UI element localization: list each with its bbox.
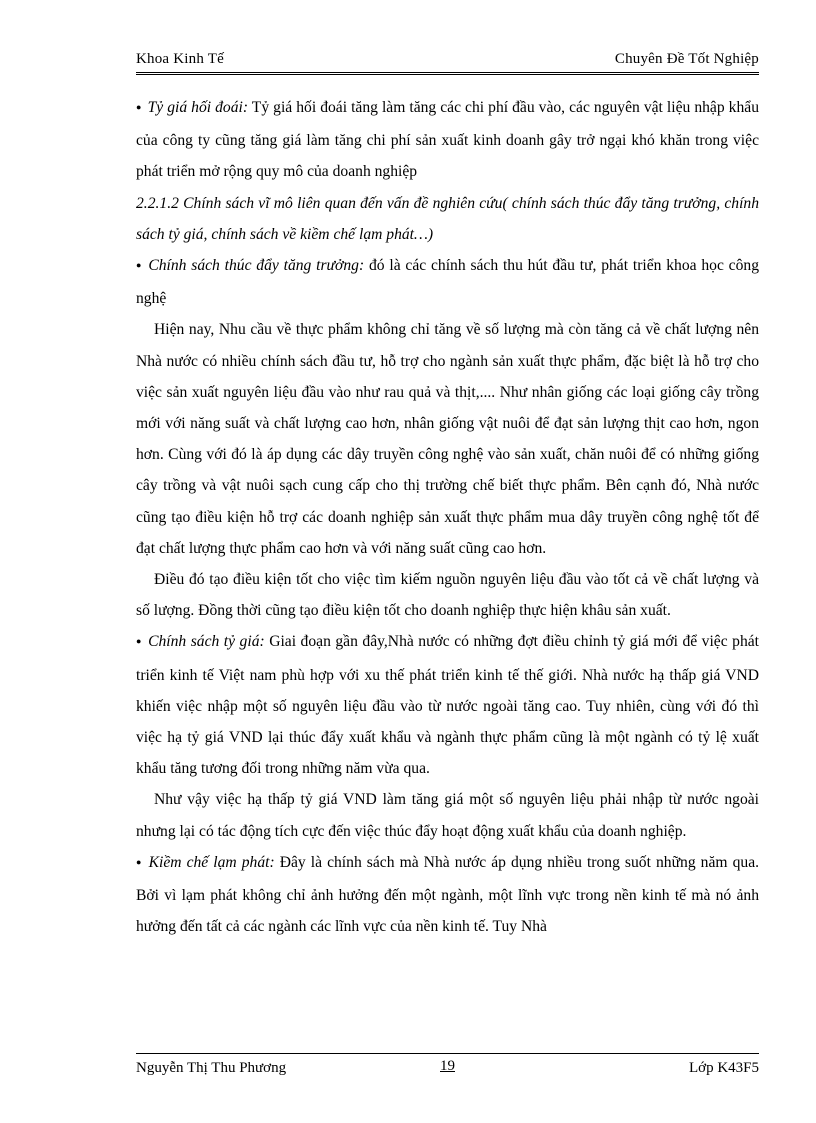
section-heading: 2.2.1.2 Chính sách vĩ mô liên quan đến vấn đề nghiên cứu( chính sách thúc đẩy tăng trưởng, chính sách tỷ giá, chính sách về kiềm chế lạm phát…) xyxy=(136,194,759,243)
text-growth-policy: đó là các chính sách thu hút đầu tư, phát triển khoa học công nghệ xyxy=(136,257,759,308)
footer-page-number xyxy=(136,1058,759,1075)
term-growth-policy: ● Chính sách thúc đẩy tăng trưởng: xyxy=(136,257,364,274)
text-exchange-rate: Tỷ giá hối đoái tăng làm tăng các chi phí đầu vào, các nguyên vật liệu nhập khẩu của công ty cũng tăng giá làm tăng chi phí sản xuất kinh doanh gây trở ngại khó khăn trong việc phát triển mở rộng quy mô của doanh nghiệp xyxy=(136,99,759,181)
paragraph-growth-policy xyxy=(136,250,759,314)
text-inflation: Đây là chính sách mà Nhà nước áp dụng nhiều trong suốt những năm qua. Bởi vì lạm phát không chỉ ảnh hưởng đến một ngành, một lĩnh vực trong nền kinh tế mà nó ảnh hưởng đến tất cả các ngành các lĩnh vực của nền kinh tế. Tuy Nhà xyxy=(136,853,760,936)
term-exchange-rate: ● Tỷ giá hối đoái: xyxy=(136,99,248,116)
paragraph-vnd-effect: Như vậy việc hạ thấp tỷ giá VND làm tăng giá một số nguyên liệu phải nhập từ nước ngoài nhưng lại có tác động tích cực đến việc thúc đẩy hoạt động xuất khẩu của doanh nghiệp. xyxy=(136,791,759,840)
header-faculty: Khoa Kinh Tế xyxy=(136,51,224,67)
page-body xyxy=(136,92,759,942)
paragraph-food-demand: Hiện nay, Nhu cầu về thực phẩm không chỉ tăng về số lượng mà còn tăng cả về chất lượng nên Nhà nước có nhiều chính sách đầu tư, hỗ trợ cho ngành sản xuất thực phẩm, đặc biệt là hỗ trợ cho việc sản xuất nguyên liệu đầu vào như rau quả và thịt,.... Như nhân giống các loại giống cây trồng mới với năng suất và chất lượng cao hơn, nhân giống vật nuôi để đạt sản lượng thịt cao hơn, ngon hơn. Cùng với đó là áp dụng các dây truyền công nghệ vào sản xuất, chăn nuôi để có những giống cây trồng và vật nuôi sạch cung cấp cho thị trường chế biết thực phẩm. Bên cạnh đó, Nhà nước cũng tạo điều kiện hỗ trợ các doanh nghiệp sản xuất thực phẩm mua dây truyền công nghệ tốt để đạt chất lượng thực phẩm cao hơn và với năng suất cũng cao hơn. xyxy=(136,321,759,557)
term-exchange-policy: ● Chính sách tỷ giá: xyxy=(136,633,265,650)
paragraph-inflation xyxy=(136,847,759,943)
footer-class: Lớp K43F5 xyxy=(688,1060,759,1076)
paragraph-exchange-rate xyxy=(136,92,759,188)
page-footer xyxy=(136,1053,759,1084)
footer-author: Nguyễn Thị Thu Phương xyxy=(136,1060,287,1076)
text-exchange-policy: Giai đoạn gần đây,Nhà nước có những đợt điều chỉnh tỷ giá mới để việc phát triển kinh tế Việt nam phù hợp với xu thế phát triển kinh tế thế giới. Nhà nước hạ thấp giá VND khiến việc nhập một số nguyên liệu đầu vào từ nước ngoài tăng cao. Tuy nhiên, cùng với đó thì việc hạ tỷ giá VND lại thúc đẩy xuất khẩu và ngành thực phẩm cũng là một ngành có tỷ lệ xuất khẩu tăng tương đối trong những năm vừa qua. xyxy=(136,633,760,778)
page-header xyxy=(136,48,759,75)
header-document-type: Chuyên Đề Tốt Nghiệp xyxy=(614,51,759,67)
term-inflation: ● Kiềm chế lạm phát: xyxy=(136,854,275,871)
page-number: 19 xyxy=(440,1058,455,1074)
paragraph-conditions: Điều đó tạo điều kiện tốt cho việc tìm kiếm nguồn nguyên liệu đầu vào tốt cả về chất lượng và số lượng. Đồng thời cũng tạo điều kiện tốt cho doanh nghiệp thực hiện khâu sản xuất. xyxy=(136,571,759,620)
paragraph-exchange-policy xyxy=(136,626,759,784)
